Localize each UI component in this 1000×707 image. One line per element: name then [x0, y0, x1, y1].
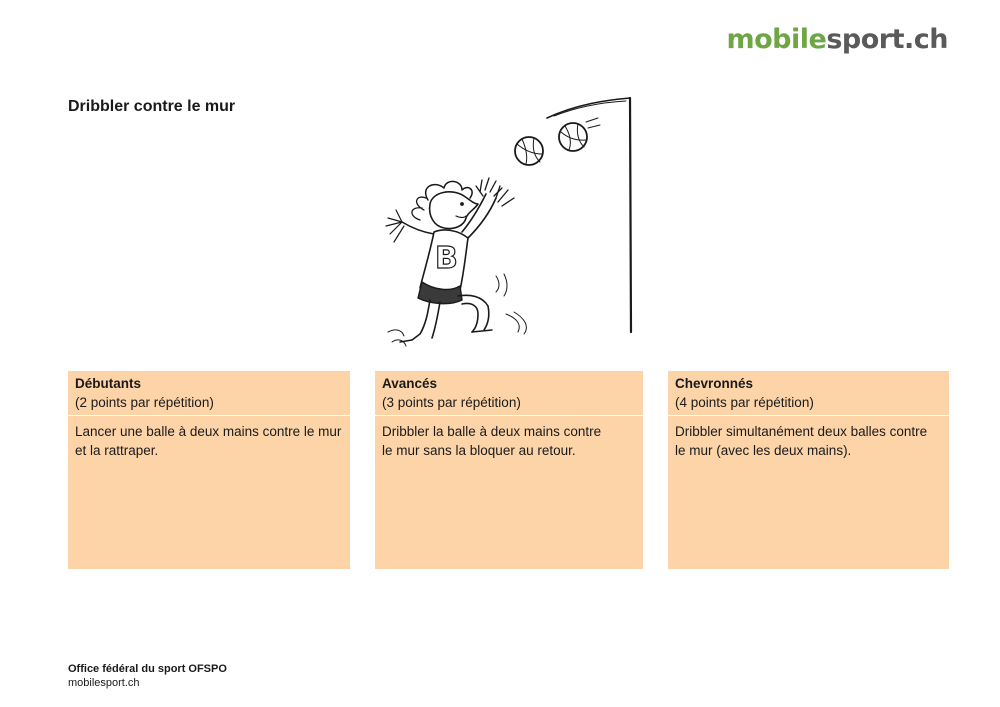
jersey-letter: B: [435, 241, 458, 276]
footer-organization: Office fédéral du sport OFSPO: [68, 663, 227, 675]
card-description: [68, 416, 350, 460]
card-points: (4 points par répétition): [675, 395, 814, 410]
level-card-avances: [375, 371, 643, 569]
level-card-debutants: [68, 371, 350, 569]
card-description-line: Dribbler simultanément deux balles contre: [675, 424, 928, 439]
level-card-chevronnes: [668, 371, 949, 569]
wall-dribble-illustration: [372, 92, 642, 348]
card-header: [68, 371, 350, 416]
card-description-line: Lancer une balle à deux mains contre le mur: [75, 424, 342, 439]
wall-line: [630, 98, 631, 332]
card-level-title: Débutants: [75, 376, 142, 391]
card-level-title: Chevronnés: [675, 376, 754, 391]
footer: [68, 662, 227, 690]
wall-top-stroke: [547, 98, 630, 118]
mobilesport-logo: [727, 24, 949, 55]
footer-url: mobilesport.ch: [68, 677, 140, 689]
card-description: [668, 416, 949, 460]
card-level-title: Avancés: [382, 376, 438, 391]
logo-text-sport: sport.ch: [826, 24, 948, 55]
card-description-line: et la rattraper.: [75, 443, 159, 458]
card-header: [375, 371, 643, 416]
page-title: Dribbler contre le mur: [68, 98, 236, 115]
card-header: [668, 371, 949, 416]
card-description: [375, 416, 643, 460]
card-points: (3 points par répétition): [382, 395, 521, 410]
card-description-line: Dribbler la balle à deux mains contre: [382, 424, 602, 439]
card-description-line: le mur sans la bloquer au retour.: [382, 443, 576, 458]
ball-icon: [515, 137, 543, 165]
card-points: (2 points par répétition): [75, 395, 214, 410]
logo-text-mobile: mobile: [726, 24, 827, 55]
card-description-line: le mur (avec les deux mains).: [675, 443, 852, 458]
ball-icon: [559, 123, 587, 151]
